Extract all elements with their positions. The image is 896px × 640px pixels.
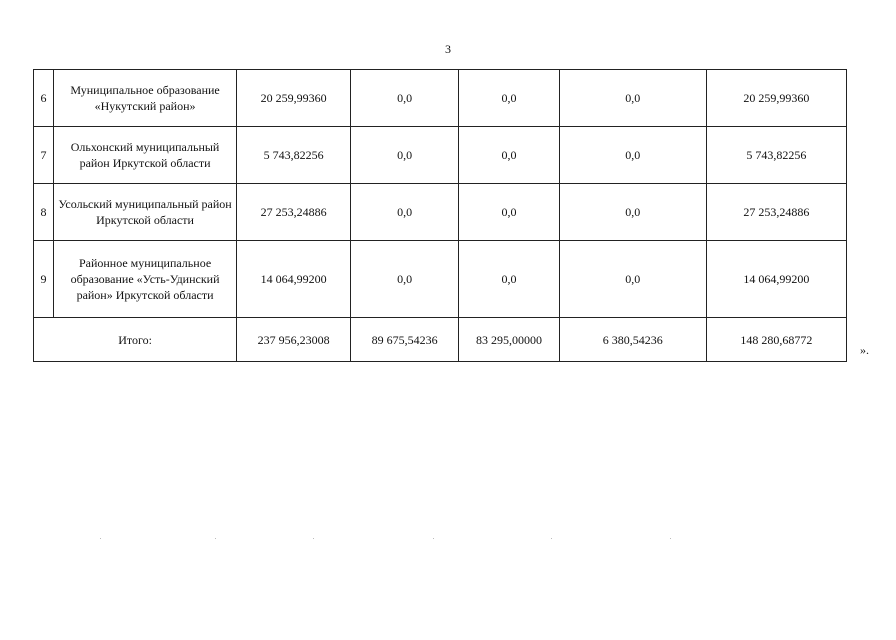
municipality-name: Усольский муниципальный район Иркутской области [53,184,236,241]
table-row [34,70,847,127]
amount-col-4: 20 259,99360 [706,70,846,127]
table-row [34,184,847,241]
budget-table [33,69,847,362]
scan-dot [551,538,552,539]
scan-dot [670,538,671,539]
municipality-name: Районное муниципальное образование «Усть-Удинский район» Иркутской области [53,241,236,318]
row-number: 8 [34,184,54,241]
total-amount: 20 259,99360 [237,70,351,127]
table-row [34,241,847,318]
row-number: 6 [34,70,54,127]
totals-total-amount: 237 956,23008 [237,318,351,362]
row-number: 7 [34,127,54,184]
total-amount: 14 064,99200 [237,241,351,318]
totals-label: Итого: [34,318,237,362]
amount-col-3: 0,0 [559,241,706,318]
totals-amount-col-3: 6 380,54236 [559,318,706,362]
scan-dot [433,538,434,539]
amount-col-4: 14 064,99200 [706,241,846,318]
totals-amount-col-1: 89 675,54236 [351,318,459,362]
totals-amount-col-4: 148 280,68772 [706,318,846,362]
table-row [34,127,847,184]
amount-col-1: 0,0 [351,127,459,184]
scan-dot [100,538,101,539]
amount-col-1: 0,0 [351,241,459,318]
amount-col-1: 0,0 [351,70,459,127]
totals-amount-col-2: 83 295,00000 [459,318,560,362]
row-number: 9 [34,241,54,318]
amount-col-1: 0,0 [351,184,459,241]
scan-artifact-dots [100,538,720,540]
scan-dot [313,538,314,539]
amount-col-2: 0,0 [459,184,560,241]
total-amount: 27 253,24886 [237,184,351,241]
amount-col-2: 0,0 [459,127,560,184]
amount-col-3: 0,0 [559,184,706,241]
municipality-name: Ольхонский муниципальный район Иркутской области [53,127,236,184]
municipality-name: Муниципальное образование «Нукутский район» [53,70,236,127]
amount-col-4: 5 743,82256 [706,127,846,184]
page-number: 3 [445,42,451,56]
amount-col-3: 0,0 [559,70,706,127]
amount-col-2: 0,0 [459,241,560,318]
scan-dot [215,538,216,539]
amount-col-4: 27 253,24886 [706,184,846,241]
total-amount: 5 743,82256 [237,127,351,184]
amount-col-3: 0,0 [559,127,706,184]
amount-col-2: 0,0 [459,70,560,127]
closing-quote-mark: ». [860,343,869,357]
totals-row [34,318,847,362]
